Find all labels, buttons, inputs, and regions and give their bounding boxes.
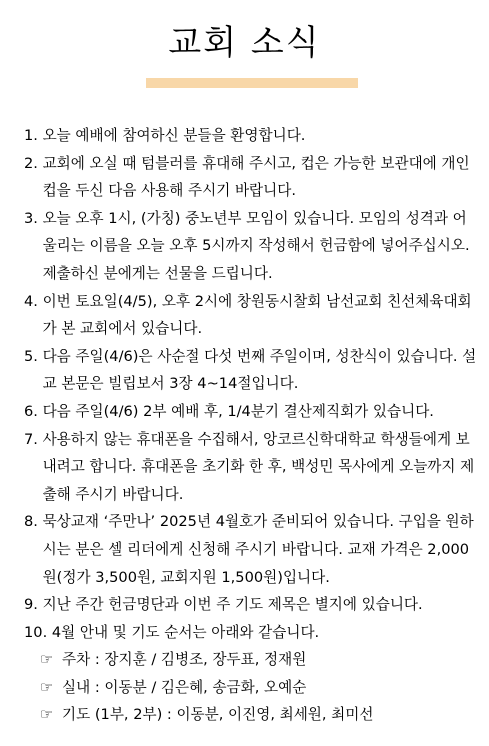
item-number: 5.: [24, 347, 43, 365]
item-number: 7.: [24, 430, 43, 448]
item-text: 다음 주일(4/6) 2부 예배 후, 1/4분기 결산제직회가 있습니다.: [42, 402, 434, 420]
page-title: 교회 소식: [168, 23, 321, 63]
list-item: [24, 619, 480, 647]
item-number: 2.: [24, 154, 43, 172]
item-text: 지난 주간 헌금명단과 이번 주 기도 제목은 별지에 있습니다.: [42, 596, 423, 614]
pointing-hand-icon: ☞: [40, 706, 54, 724]
item-text: 교회에 오실 때 텀블러를 휴대해 주시고, 컵은 가능한 보관대에 개인컵을 두신 다음 사용해 주시기 바랍니다.: [42, 154, 470, 200]
title-container: [0, 22, 489, 64]
item-text: 4월 안내 및 기도 순서는 아래와 같습니다.: [51, 623, 320, 641]
list-item: [24, 591, 480, 619]
item-number: 9.: [24, 596, 43, 614]
list-item: [24, 398, 480, 426]
item-number: 10.: [24, 623, 52, 641]
item-number: 4.: [24, 292, 43, 310]
item-text: 사용하지 않는 휴대폰을 수집해서, 앙코르신학대학교 학생들에게 보내려고 합니다. 휴대폰을 초기화 한 후, 백성민 목사에게 오늘까지 제출해 주시기 바랍니다.: [42, 430, 475, 503]
sub-item-parking: [24, 646, 480, 674]
list-item: [24, 288, 480, 343]
sub-item-prayer: [24, 701, 480, 729]
list-item: [24, 205, 480, 288]
item-text: 묵상교재 ‘주만나’ 2025년 4월호가 준비되어 있습니다. 구입을 원하시는 분은 셀 리더에게 신청해 주시기 바랍니다. 교재 가격은 2,000원(정가 3,500원, 교회지원 1,500원)입니다.: [42, 513, 474, 586]
item-text: 이번 토요일(4/5), 오후 2시에 창원동시찰회 남선교회 친선체육대회가 본 교회에서 있습니다.: [42, 292, 472, 338]
list-item: [24, 508, 480, 591]
item-number: 1.: [24, 127, 43, 144]
list-item: [24, 150, 480, 205]
list-item: [24, 122, 480, 150]
pointing-hand-icon: ☞: [40, 651, 54, 669]
item-text: 오늘 예배에 참여하신 분들을 환영합니다.: [42, 127, 306, 144]
title-highlight-bar: [146, 78, 358, 88]
pointing-hand-icon: ☞: [40, 678, 54, 696]
sub-item-text: 실내 : 이동분 / 김은혜, 송금화, 오예순: [62, 678, 307, 696]
item-number: 3.: [24, 209, 43, 227]
item-text: 오늘 오후 1시, (가칭) 중노년부 모임이 있습니다. 모임의 성격과 어울리는 이름을 오늘 오후 5시까지 작성해서 헌금함에 넣어주십시오. 제출하신 분에게는 선물을 드립니다.: [42, 209, 470, 282]
sub-item-text: 주차 : 장지훈 / 김병조, 장두표, 정재원: [62, 651, 307, 669]
item-number: 6.: [24, 402, 43, 420]
sub-item-indoor: [24, 674, 480, 702]
list-item: [24, 343, 480, 398]
item-number: 8.: [24, 513, 43, 531]
sub-item-text: 기도 (1부, 2부) : 이동분, 이진영, 최세원, 최미선: [62, 706, 374, 724]
item-text: 다음 주일(4/6)은 사순절 다섯 번째 주일이며, 성찬식이 있습니다. 설교 본문은 빌립보서 3장 4~14절입니다.: [42, 347, 477, 393]
announcement-list: [24, 122, 480, 729]
list-item: [24, 426, 480, 509]
